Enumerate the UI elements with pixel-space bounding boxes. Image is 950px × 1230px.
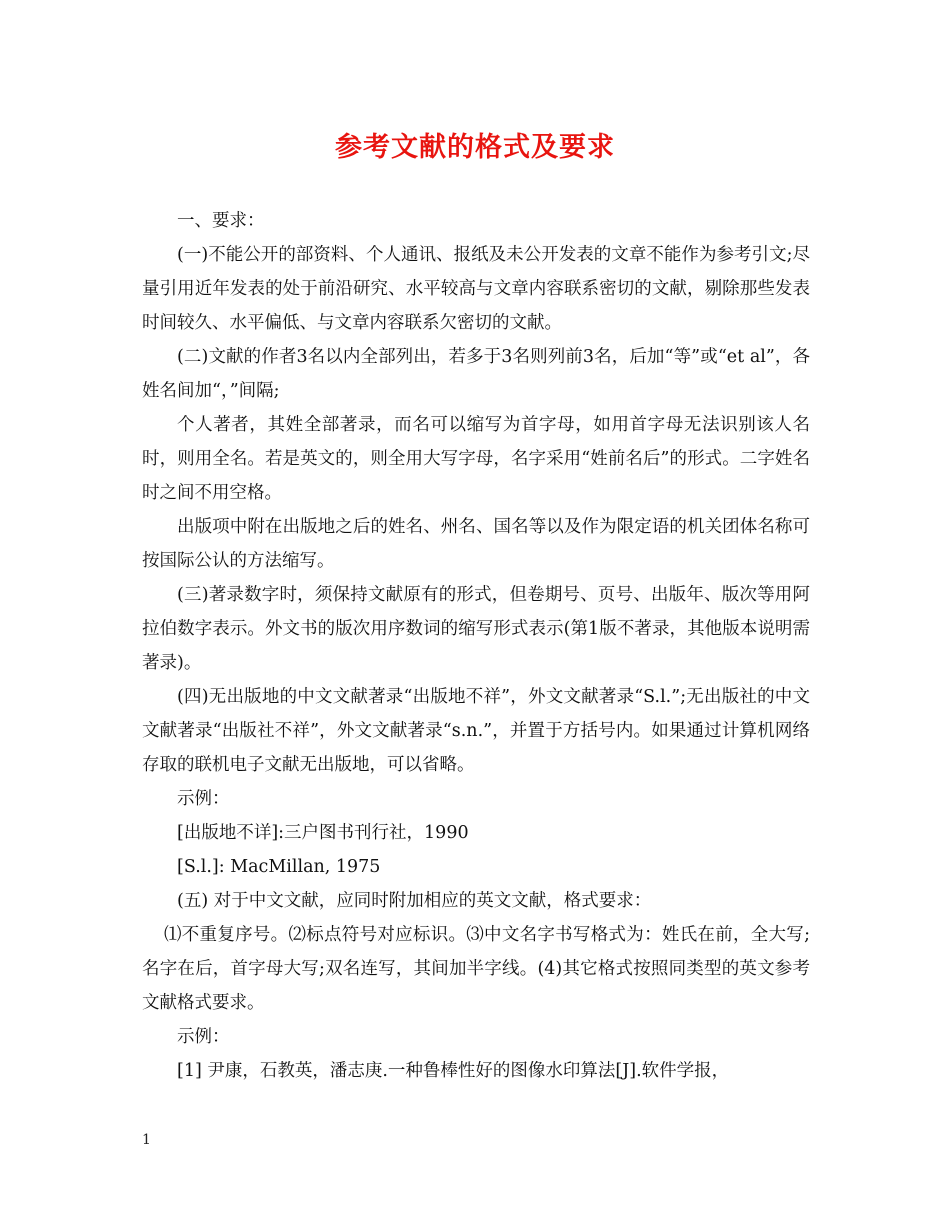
example-line-cn: [出版地不详]:三户图书刊行社，1990 <box>177 823 469 843</box>
section-heading-requirements: 一、要求： <box>177 211 265 231</box>
paragraph-publisher-abbrev: 出版项中附在出版地之后的姓名、州名、国名等以及作为限定语的机关团体名称可按国际公认的方法缩写。 <box>142 517 810 571</box>
example-label: 示例： <box>177 789 230 809</box>
document-body <box>142 204 810 1088</box>
example-line-en: [S.l.]: MacMillan, 1975 <box>177 857 381 877</box>
example-label-2: 示例： <box>177 1027 230 1047</box>
paragraph-rule-2: (二)文献的作者3名以内全部列出，若多于3名则列前3名，后加“等”或“et al”，各姓名间加“，”间隔; <box>142 347 810 401</box>
paragraph-format-details: ⑴不重复序号。⑵标点符号对应标识。⑶中文名字书写格式为：姓氏在前，全大写;名字在后，首字母大写;双名连写，其间加半字线。(4)其它格式按照同类型的英文参考文献格式要求。 <box>142 925 810 1013</box>
document-title: 参考文献的格式及要求 <box>335 132 615 163</box>
reference-entry-1: [1] 尹康，石教英，潘志庚.一种鲁棒性好的图像水印算法[J].软件学报， <box>177 1061 730 1081</box>
paragraph-rule-4: (四)无出版地的中文文献著录“出版地不祥”，外文文献著录“S.l.”;无出版社的中文文献著录“出版社不祥”，外文文献著录“s.n.”，并置于方括号内。如果通过计算机网络存取的联机电子文献无出版地，可以省略。 <box>142 687 810 775</box>
paragraph-rule-3: (三)著录数字时，须保持文献原有的形式，但卷期号、页号、出版年、版次等用阿拉伯数字表示。外文书的版次用序数词的缩写形式表示(第1版不著录，其他版本说明需著录)。 <box>142 585 810 673</box>
page-number: 1 <box>142 1132 151 1148</box>
paragraph-personal-authors: 个人著者，其姓全部著录，而名可以缩写为首字母，如用首字母无法识别该人名时，则用全名。若是英文的，则全用大写字母，名字采用“姓前名后”的形式。二字姓名时之间不用空格。 <box>142 415 810 503</box>
paragraph-rule-1: (一)不能公开的部资料、个人通讯、报纸及未公开发表的文章不能作为参考引文;尽量引用近年发表的处于前沿研究、水平较高与文章内容联系密切的文献，剔除那些发表时间较久、水平偏低、与文章内容联系欠密切的文献。 <box>142 245 810 333</box>
paragraph-rule-5: (五) 对于中文文献，应同时附加相应的英文文献，格式要求： <box>177 891 652 911</box>
